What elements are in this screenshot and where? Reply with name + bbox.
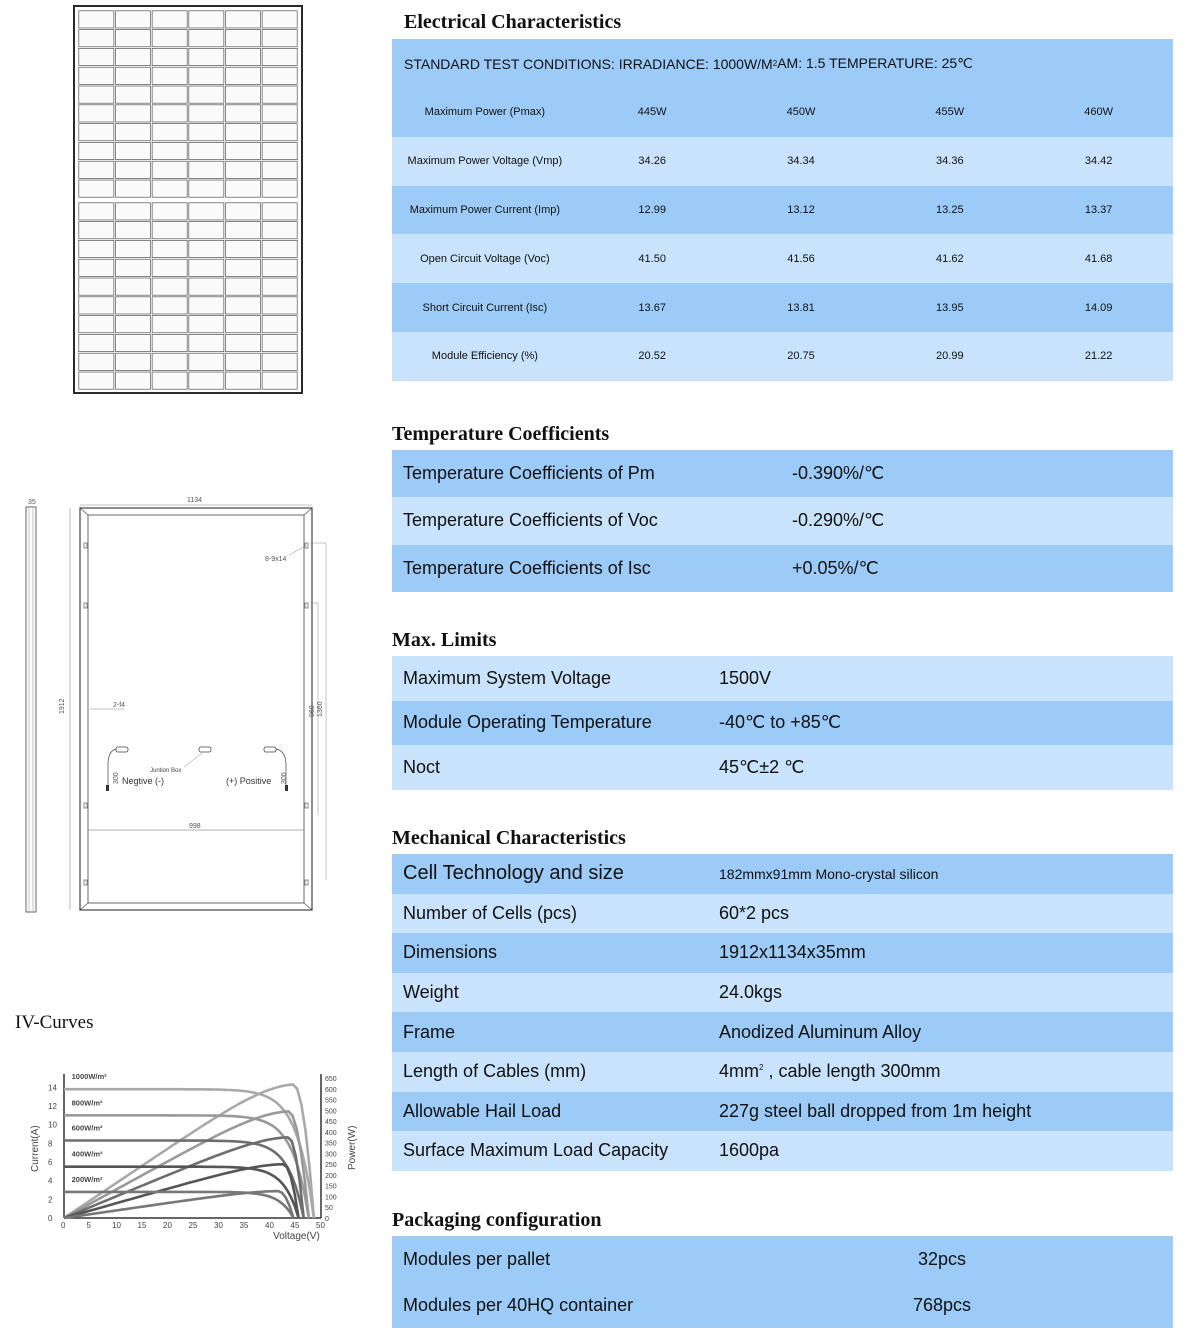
- electrical-row-value: 34.36: [936, 155, 964, 168]
- packaging-row-value: 768pcs: [912, 1294, 972, 1315]
- temperature-row-value: +0.05%/℃: [792, 557, 879, 578]
- electrical-row-value: 445W: [637, 106, 667, 119]
- solar-cell: [225, 142, 260, 159]
- temperature-row-name: Temperature Coefficients of Isc: [403, 557, 651, 578]
- solar-cell: [152, 48, 187, 65]
- electrical-row-value: 13.95: [936, 301, 964, 314]
- solar-cell: [79, 86, 114, 103]
- packaging-row: [392, 1236, 1173, 1282]
- solar-cell: [225, 353, 260, 370]
- solar-cell: [115, 297, 150, 314]
- electrical-row-value: 14.09: [1084, 301, 1113, 314]
- solar-cell: [262, 30, 297, 47]
- temperature-row-value: -0.290%/℃: [792, 510, 885, 531]
- electrical-row-value: 455W: [935, 106, 965, 119]
- mechanical-row-name: Surface Maximum Load Capacity: [403, 1140, 669, 1161]
- solar-cell: [152, 372, 187, 389]
- electrical-row-value: 34.42: [1084, 155, 1113, 168]
- solar-cell: [262, 105, 297, 122]
- mechanical-row-value: [719, 1061, 941, 1082]
- y2-tick-label: 600: [325, 1086, 337, 1094]
- mechanical-row-value: 1912x1134x35mm: [719, 942, 866, 963]
- mid-dim-label: 960: [309, 705, 316, 717]
- electrical-row-value: 13.81: [787, 301, 815, 314]
- solar-cell: [152, 11, 187, 28]
- x-tick-label: 10: [112, 1221, 121, 1230]
- limits-row-value: 45℃±2 ℃: [719, 756, 805, 777]
- solar-cell: [189, 203, 224, 220]
- temperature-row: [392, 545, 1173, 592]
- limits-row-value: -40℃ to +85℃: [719, 712, 841, 733]
- solar-cell: [189, 259, 224, 276]
- solar-cell: [189, 30, 224, 47]
- electrical-row-value: 12.99: [638, 203, 666, 216]
- hole-label: 8-9x14: [265, 556, 287, 563]
- solar-cell: [225, 67, 260, 84]
- solar-cell: [225, 297, 260, 314]
- solar-cell: [189, 372, 224, 389]
- mechanical-row-value: 1600pa: [719, 1140, 780, 1161]
- electrical-row: [392, 283, 1173, 332]
- electrical-row-value: 13.12: [787, 203, 815, 216]
- solar-cell: [262, 161, 297, 178]
- iv-curves-title: IV-Curves: [15, 1012, 94, 1033]
- solar-cell: [79, 316, 114, 333]
- solar-cell: [189, 353, 224, 370]
- y-tick-label: 4: [48, 1176, 53, 1186]
- solar-cell: [225, 222, 260, 239]
- solar-cell: [225, 105, 260, 122]
- electrical-row-name: Maximum Power (Pmax): [424, 106, 546, 119]
- solar-cell: [152, 240, 187, 257]
- x-axis-label: Voltage(V): [273, 1231, 320, 1242]
- mechanical-row-name: Frame: [403, 1021, 456, 1042]
- solar-cell: [79, 124, 114, 141]
- solar-cell: [189, 334, 224, 351]
- width-label: 1134: [187, 497, 203, 504]
- solar-cell: [189, 124, 224, 141]
- solar-cell: [152, 297, 187, 314]
- temperature-row-name: Temperature Coefficients of Pm: [403, 463, 655, 484]
- temperature-row-name: Temperature Coefficients of Voc: [403, 510, 658, 531]
- electrical-row: [392, 137, 1173, 186]
- series-label: 800W/m²: [71, 1098, 103, 1108]
- solar-cell: [152, 278, 187, 295]
- mechanical-row: [392, 854, 1173, 894]
- solar-cell: [152, 180, 187, 197]
- x-tick-label: 35: [239, 1221, 249, 1230]
- cable-right-label: 300: [281, 772, 288, 784]
- y2-tick-label: 300: [325, 1151, 337, 1159]
- x-tick-label: 20: [163, 1221, 172, 1230]
- packaging-row: [392, 1282, 1173, 1328]
- solar-cell: [152, 30, 187, 47]
- solar-cell: [189, 278, 224, 295]
- solar-cell: [79, 222, 114, 239]
- electrical-row: [392, 234, 1173, 283]
- solar-cell: [115, 316, 150, 333]
- solar-cell: [115, 203, 150, 220]
- solar-cell: [115, 222, 150, 239]
- solar-cell: [189, 240, 224, 257]
- solar-cell: [115, 161, 150, 178]
- y-axis-label: Current(A): [30, 1125, 41, 1172]
- electrical-row-value: 41.68: [1084, 252, 1113, 265]
- limits-row: [392, 701, 1173, 746]
- x-tick-label: 5: [86, 1221, 91, 1230]
- limits-row-name: Maximum System Voltage: [403, 667, 612, 688]
- solar-cell: [225, 278, 260, 295]
- solar-cell: [189, 48, 224, 65]
- solar-cell: [189, 67, 224, 84]
- y2-tick-label: 200: [325, 1172, 337, 1180]
- limits-table: [392, 656, 1173, 790]
- solar-cell: [189, 105, 224, 122]
- electrical-row-value: 34.34: [787, 155, 815, 168]
- packaging-table: [392, 1236, 1173, 1328]
- ground-label: 2-f4: [113, 702, 126, 709]
- value-sup: 2: [759, 1063, 764, 1073]
- solar-cell: [189, 222, 224, 239]
- electrical-row: [392, 332, 1173, 381]
- solar-cell: [262, 278, 297, 295]
- solar-cell: [262, 316, 297, 333]
- mechanical-row: [392, 1131, 1173, 1171]
- x-tick-label: 0: [61, 1221, 66, 1230]
- solar-cell: [79, 203, 114, 220]
- solar-cell: [79, 11, 114, 28]
- solar-cell: [152, 67, 187, 84]
- electrical-row-value: 41.50: [638, 252, 666, 265]
- value-suffix: , cable length 300mm: [763, 1061, 941, 1082]
- solar-cell: [262, 222, 297, 239]
- y2-tick-label: 650: [325, 1076, 337, 1083]
- y-tick-label: 8: [48, 1139, 53, 1149]
- solar-cell: [225, 180, 260, 197]
- solar-cell: [262, 297, 297, 314]
- solar-cell: [115, 48, 150, 65]
- y2-tick-label: 500: [325, 1108, 337, 1116]
- limits-row-value: 1500V: [719, 667, 772, 688]
- electrical-row-value: 13.67: [638, 301, 666, 314]
- packaging-row-name: Modules per pallet: [403, 1248, 551, 1269]
- solar-cell: [79, 180, 114, 197]
- x-tick-label: 25: [188, 1221, 198, 1230]
- value-prefix: 4mm: [719, 1061, 759, 1082]
- solar-cell: [79, 161, 114, 178]
- junction-box-label: Juntion Box: [150, 768, 182, 774]
- cable-left-label: 300: [113, 772, 120, 784]
- solar-cell: [115, 180, 150, 197]
- panel-dimension-drawing: [24, 495, 336, 915]
- solar-cell: [225, 316, 260, 333]
- mechanical-row-name: Cell Technology and size: [403, 862, 624, 885]
- solar-cell: [225, 203, 260, 220]
- solar-cell: [115, 11, 150, 28]
- packaging-row-value: 32pcs: [917, 1248, 967, 1269]
- solar-cell: [262, 372, 297, 389]
- y-tick-label: 6: [48, 1158, 53, 1167]
- mechanical-row: [392, 894, 1173, 934]
- mechanical-row-value: 60*2 pcs: [719, 902, 790, 923]
- series-label: 400W/m²: [71, 1149, 103, 1159]
- solar-cell: [79, 48, 114, 65]
- solar-cell: [115, 259, 150, 276]
- x-tick-label: 50: [316, 1221, 325, 1230]
- negative-label: Negtive (-): [122, 776, 165, 786]
- solar-cell: [115, 278, 150, 295]
- mechanical-title: Mechanical Characteristics: [392, 827, 626, 849]
- mechanical-row-name: Weight: [403, 982, 459, 1003]
- series-label: 200W/m²: [71, 1174, 103, 1184]
- solar-cell: [225, 86, 260, 103]
- solar-cell: [115, 334, 150, 351]
- electrical-row-value: 21.22: [1084, 350, 1113, 363]
- solar-cell: [115, 353, 150, 370]
- temperature-table: [392, 450, 1173, 592]
- electrical-title: Electrical Characteristics: [404, 11, 622, 33]
- series-label: 600W/m²: [71, 1123, 103, 1133]
- mechanical-row-name: Number of Cells (pcs): [403, 902, 578, 923]
- mechanical-row-name: Dimensions: [403, 942, 498, 963]
- solar-cell: [262, 67, 297, 84]
- solar-cell: [189, 180, 224, 197]
- solar-cell: [152, 142, 187, 159]
- y2-tick-label: 250: [325, 1162, 337, 1170]
- solar-cell: [262, 180, 297, 197]
- electrical-row-value: 41.56: [787, 252, 815, 265]
- solar-cell: [79, 105, 114, 122]
- electrical-row-value: 34.26: [638, 155, 666, 168]
- y2-tick-label: 50: [325, 1205, 333, 1213]
- solar-cell: [262, 334, 297, 351]
- solar-cell: [225, 372, 260, 389]
- mechanical-row: [392, 933, 1173, 973]
- solar-cell: [115, 142, 150, 159]
- series-label: 1000W/m²: [71, 1072, 107, 1082]
- solar-cell: [225, 48, 260, 65]
- electrical-row-value: 450W: [786, 106, 816, 119]
- electrical-row-value: 20.75: [787, 350, 815, 363]
- y2-tick-label: 400: [325, 1129, 337, 1137]
- solar-cell: [262, 86, 297, 103]
- depth-label: 35: [28, 499, 36, 506]
- solar-cell: [262, 142, 297, 159]
- solar-cell: [79, 67, 114, 84]
- solar-cell: [79, 297, 114, 314]
- limits-row: [392, 656, 1173, 701]
- packaging-title: Packaging configuration: [392, 1209, 602, 1231]
- solar-cell: [115, 30, 150, 47]
- solar-cell: [225, 334, 260, 351]
- electrical-row-value: 13.37: [1084, 203, 1113, 216]
- y-tick-label: 0: [48, 1214, 53, 1223]
- electrical-row: [392, 186, 1173, 235]
- solar-cell: [225, 240, 260, 257]
- height-label: 1912: [59, 698, 66, 714]
- solar-cell: [262, 259, 297, 276]
- electrical-table: [392, 39, 1173, 381]
- limits-row: [392, 745, 1173, 790]
- solar-cell: [152, 259, 187, 276]
- solar-cell: [152, 222, 187, 239]
- y2-tick-label: 0: [325, 1216, 329, 1223]
- solar-cell: [189, 142, 224, 159]
- solar-cell: [225, 161, 260, 178]
- mechanical-row-value: 24.0kgs: [719, 982, 783, 1003]
- solar-cell: [262, 48, 297, 65]
- solar-cell: [262, 353, 297, 370]
- stc-prefix: STANDARD TEST CONDITIONS: IRRADIANCE: 1000W/M: [404, 55, 773, 72]
- y-tick-label: 10: [48, 1120, 57, 1130]
- electrical-row: [392, 88, 1173, 137]
- mechanical-row: [392, 1012, 1173, 1052]
- temperature-row: [392, 497, 1173, 544]
- y2-tick-label: 150: [325, 1183, 337, 1191]
- solar-cell: [152, 316, 187, 333]
- mechanical-row-name: Allowable Hail Load: [403, 1100, 562, 1121]
- mechanical-row: [392, 1092, 1173, 1132]
- mechanical-row: [392, 973, 1173, 1013]
- solar-cell: [79, 372, 114, 389]
- electrical-row-name: Maximum Power Current (Imp): [409, 203, 561, 216]
- x-tick-label: 15: [137, 1221, 147, 1230]
- electrical-row-name: Short Circuit Current (Isc): [422, 301, 548, 314]
- stc-sup: 2: [772, 59, 778, 68]
- electrical-row-value: 460W: [1084, 106, 1113, 119]
- electrical-row-value: 20.99: [936, 350, 964, 363]
- solar-cell: [115, 105, 150, 122]
- x-tick-label: 40: [265, 1221, 274, 1230]
- mechanical-row: [392, 1052, 1173, 1092]
- temperature-row: [392, 450, 1173, 497]
- solar-cell: [152, 334, 187, 351]
- temperature-row-value: -0.390%/℃: [792, 463, 885, 484]
- iv-curve-chart: [24, 1070, 374, 1250]
- solar-cell: [225, 11, 260, 28]
- limits-title: Max. Limits: [392, 629, 497, 651]
- mechanical-row-value: Anodized Aluminum Alloy: [719, 1021, 922, 1042]
- solar-cell: [262, 11, 297, 28]
- bottom-dim-label: 998: [189, 823, 201, 830]
- solar-cell: [152, 161, 187, 178]
- solar-cell: [79, 278, 114, 295]
- solar-cell: [79, 30, 114, 47]
- solar-cell: [189, 11, 224, 28]
- y2-tick-label: 100: [325, 1194, 337, 1202]
- solar-cell: [225, 124, 260, 141]
- y2-tick-label: 450: [325, 1119, 337, 1127]
- solar-cell: [152, 124, 187, 141]
- solar-cell: [79, 259, 114, 276]
- temperature-title: Temperature Coefficients: [392, 423, 610, 445]
- y2-tick-label: 350: [325, 1140, 337, 1148]
- positive-label: (+) Positive: [226, 776, 272, 786]
- solar-cell: [79, 334, 114, 351]
- mechanical-row-name: Length of Cables (mm): [403, 1061, 587, 1082]
- solar-cell: [189, 86, 224, 103]
- solar-cell: [115, 240, 150, 257]
- mechanical-row-value: 227g steel ball dropped from 1m height: [719, 1100, 1032, 1121]
- electrical-row-name: Open Circuit Voltage (Voc): [420, 252, 550, 265]
- solar-cell: [225, 259, 260, 276]
- solar-cell: [262, 240, 297, 257]
- solar-cell: [189, 161, 224, 178]
- y-tick-label: 12: [48, 1102, 57, 1111]
- solar-cell: [152, 86, 187, 103]
- y-tick-label: 2: [48, 1195, 53, 1205]
- mid-dim-label-2: 1360: [317, 701, 324, 717]
- solar-cell: [262, 124, 297, 141]
- mechanical-table: [392, 854, 1173, 1171]
- solar-cell: [262, 203, 297, 220]
- electrical-row-value: 41.62: [936, 252, 964, 265]
- solar-cell: [189, 297, 224, 314]
- x-tick-label: 30: [214, 1221, 223, 1230]
- panel-front-image: [73, 5, 303, 394]
- limits-row-name: Noct: [403, 756, 441, 777]
- packaging-row-name: Modules per 40HQ container: [403, 1294, 634, 1315]
- solar-cell: [189, 316, 224, 333]
- electrical-row-value: 13.25: [936, 203, 964, 216]
- x-tick-label: 45: [290, 1221, 300, 1230]
- solar-cell: [152, 105, 187, 122]
- electrical-row-name: Maximum Power Voltage (Vmp): [407, 155, 563, 168]
- mechanical-row-value: 182mmx91mm Mono-crystal silicon: [719, 865, 939, 882]
- solar-cell: [115, 86, 150, 103]
- solar-cell: [115, 372, 150, 389]
- stc-row: [392, 39, 1173, 88]
- y-tick-label: 14: [48, 1083, 57, 1093]
- solar-cell: [79, 240, 114, 257]
- stc-suffix: AM: 1.5 TEMPERATURE: 25℃: [777, 55, 973, 71]
- solar-cell: [115, 67, 150, 84]
- solar-cell: [152, 203, 187, 220]
- solar-cell: [225, 30, 260, 47]
- limits-row-name: Module Operating Temperature: [403, 712, 652, 733]
- y2-axis-label: Power(W): [347, 1125, 358, 1170]
- solar-cell: [115, 124, 150, 141]
- y2-tick-label: 550: [325, 1097, 337, 1105]
- solar-cell: [152, 353, 187, 370]
- electrical-row-value: 20.52: [638, 350, 666, 363]
- solar-cell: [79, 142, 114, 159]
- solar-cell: [79, 353, 114, 370]
- electrical-row-name: Module Efficiency (%): [431, 350, 538, 363]
